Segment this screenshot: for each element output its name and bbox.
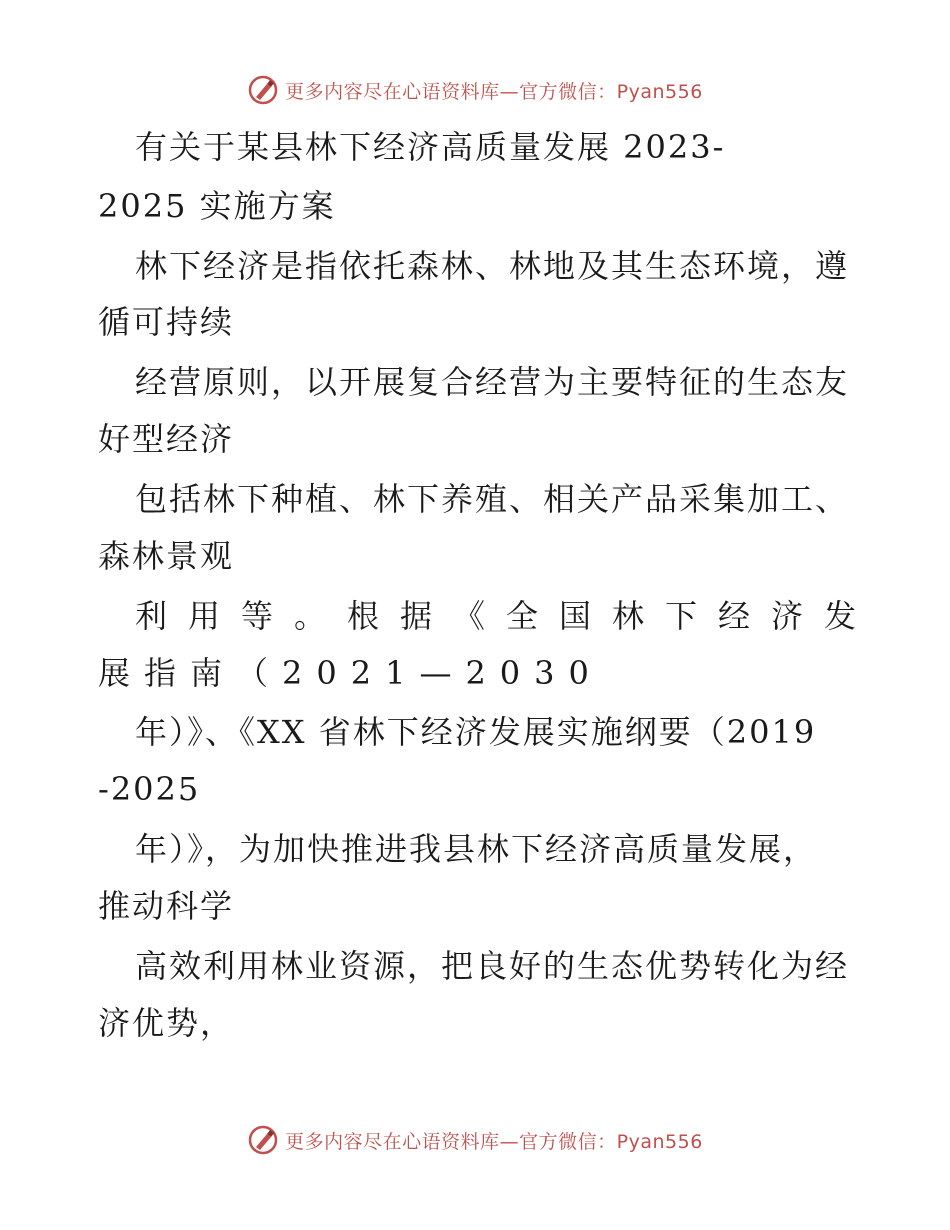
watermark-text: 更多内容尽在心语资料库—官方微信：Pyan556 (285, 1130, 703, 1153)
body-line: 济优势， (98, 1004, 235, 1042)
body-line: 推动科学 (98, 887, 235, 925)
body-line: 展指南（2021—2030 (98, 654, 603, 692)
body-line: 包括林下种植、林下养殖、相关产品采集加工、 (135, 480, 850, 518)
pen-seal-icon (247, 74, 279, 106)
body-line: 利用等。根据《全国林下经济发 (135, 597, 878, 635)
body-line: 好型经济 (98, 420, 235, 458)
body-line: 森林景观 (98, 537, 235, 575)
doc-title-line-1: 有关于某县林下经济高质量发展 2023- (135, 128, 726, 166)
doc-title-line-2: 2025 实施方案 (98, 187, 336, 225)
body-line: 经营原则，以开展复合经营为主要特征的生态友 (135, 363, 850, 401)
body-line: -2025 (98, 770, 201, 808)
body-line: 年）》、《XX 省林下经济发展实施纲要（2019 (135, 713, 817, 751)
footer-watermark (0, 1120, 950, 1160)
body-line: 循可持续 (98, 303, 235, 341)
body-line: 高效利用林业资源，把良好的生态优势转化为经 (135, 947, 850, 985)
pen-seal-icon (247, 1124, 279, 1156)
body-line: 林下经济是指依托森林、林地及其生态环境，遵 (135, 247, 850, 285)
body-line: 年）》，为加快推进我县林下经济高质量发展， (135, 830, 818, 868)
watermark-text: 更多内容尽在心语资料库—官方微信：Pyan556 (285, 80, 703, 103)
header-watermark (0, 70, 950, 110)
